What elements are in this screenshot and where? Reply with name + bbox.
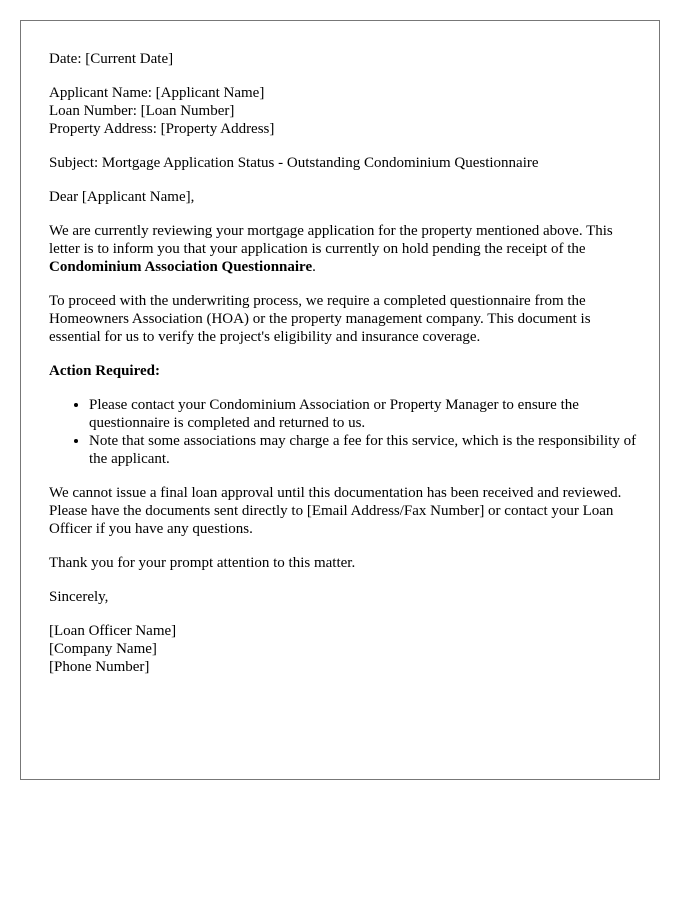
paragraph-thanks: Thank you for your prompt attention to this matter. (49, 555, 356, 571)
paragraph-status (49, 222, 639, 276)
action-item: • Note that some associations may charge a fee for this service, which is the responsibility of the applicant. (89, 432, 639, 468)
loan-number-line: Loan Number: [Loan Number] (49, 103, 235, 119)
applicant-name-line: Applicant Name: [Applicant Name] (49, 85, 265, 101)
letter-page (20, 20, 660, 780)
company-name: [Company Name] (49, 641, 157, 657)
action-heading (49, 362, 639, 380)
action-heading-text: Action Required: (49, 363, 160, 379)
paragraph-status-end: . (312, 259, 316, 275)
paragraph-status-text: We are currently reviewing your mortgage application for the property mentioned above. This letter is to inform you that your application is currently on hold pending the receipt of the (49, 223, 613, 257)
letter-body (49, 50, 639, 676)
property-address-line: Property Address: [Property Address] (49, 121, 275, 137)
action-list (49, 396, 639, 468)
subject-line: Subject: Mortgage Application Status - Outstanding Condominium Questionnaire (49, 155, 539, 171)
paragraph-requirement: To proceed with the underwriting process, we require a completed questionnaire from the Homeowners Association (HOA) or the property management company. This document is essential for us to verify the project's eligibility and insurance coverage. (49, 293, 591, 345)
signature-block (49, 622, 639, 676)
closing: Sincerely, (49, 589, 109, 605)
loan-officer-name: [Loan Officer Name] (49, 623, 177, 639)
action-item: • Please contact your Condominium Association or Property Manager to ensure the questionnaire is completed and returned to us. (89, 396, 639, 432)
date-line: Date: [Current Date] (49, 51, 174, 67)
applicant-info (49, 84, 639, 138)
phone-number: [Phone Number] (49, 659, 150, 675)
paragraph-approval: We cannot issue a final loan approval until this documentation has been received and reviewed. Please have the documents sent directly to [Email Address/Fax Number] or contact your Loan Officer if you have any questions. (49, 485, 622, 537)
questionnaire-name: Condominium Association Questionnaire (49, 259, 313, 275)
salutation: Dear [Applicant Name], (49, 189, 195, 205)
